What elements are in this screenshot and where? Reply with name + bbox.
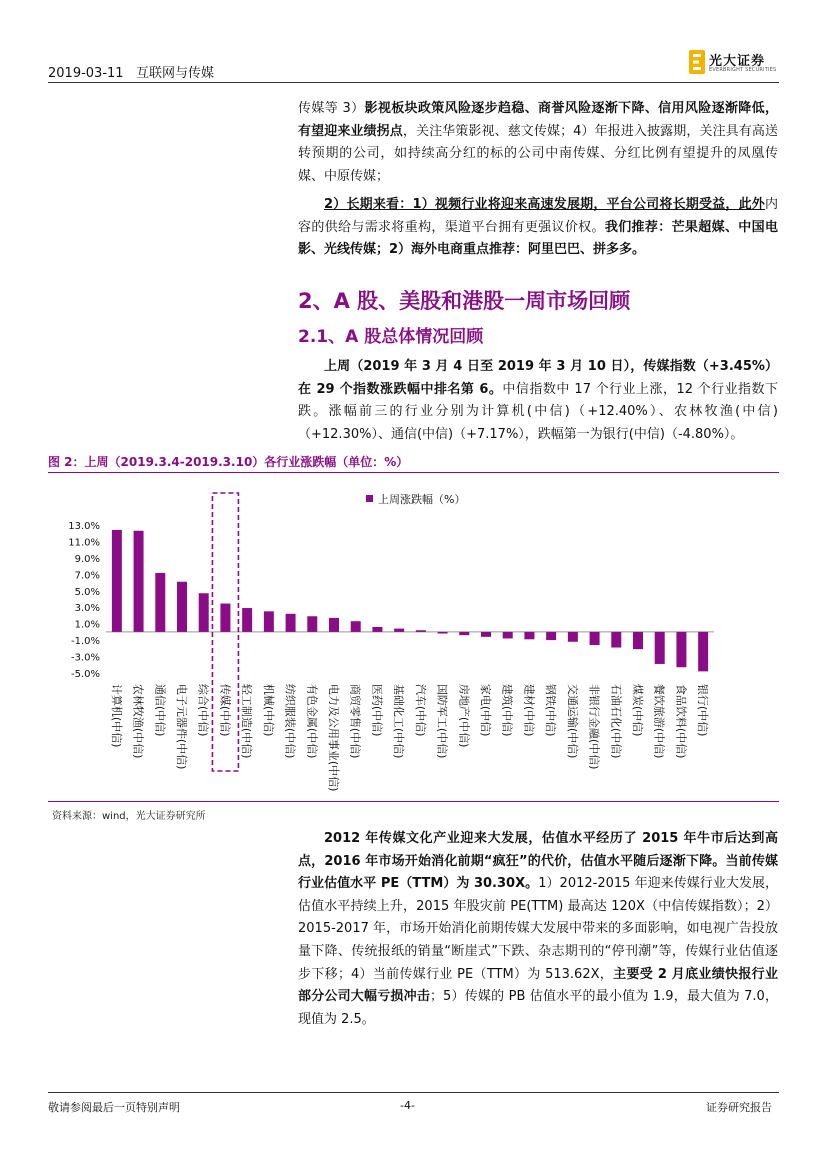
bar (372, 627, 382, 632)
bar (438, 632, 448, 634)
x-tick-label: 农林牧渔(中信) (131, 683, 145, 759)
x-tick-label: 综合(中信) (196, 683, 210, 737)
y-tick-label: -1.0% (70, 636, 100, 648)
bar (199, 593, 209, 632)
bar (633, 632, 643, 649)
legend-swatch (366, 495, 373, 502)
x-tick-label: 建筑(中信) (500, 683, 514, 737)
bar (655, 632, 665, 664)
paragraph-weekly-review: 上周（2019 年 3 月 4 日至 2019 年 3 月 10 日），传媒指数（+3.45%）在 29 个指数涨跌幅中排名第 6。中信指数中 17 个行业上涨，12 个行业指数下跌。涨幅前三的行业分别为计算机(中信)（+12.40%）、农林牧渔(中信)（+12.30%）、通信(中信)（+7.17%），跌幅第一为银行(中信)（-4.80%）。 (298, 359, 779, 442)
bar (590, 632, 600, 645)
bar (416, 630, 426, 632)
bar (524, 632, 534, 639)
bar (220, 604, 230, 632)
bar (264, 611, 274, 632)
y-tick-label: 9.0% (74, 553, 100, 565)
x-tick-label: 食品饮料(中信) (674, 683, 688, 759)
recommendation-text: 我们推荐：芒果超媒、中国电影、光线传媒；2）海外电商重点推荐：阿里巴巴、拼多多。 (298, 219, 778, 258)
figure-bottom-rule (48, 801, 779, 802)
figure-top-rule (48, 472, 779, 473)
section-heading: 2、A 股、美股和港股一周市场回顾 (298, 289, 631, 313)
y-tick-label: 5.0% (74, 586, 100, 598)
bar (155, 573, 165, 632)
paragraph-short-term: 传媒等 3）影视板块政策风险逐步趋稳、商誉风险逐渐下降、信用风险逐渐降低，有望迎来业绩拐点，关注华策影视、慈文传媒；4）年报进入披露期，关注具有高送转预期的公司，如持续高分红的标的公司中南传媒、分红比例有望提升的凤凰传媒、中原传媒； (298, 101, 778, 184)
y-tick-label: 13.0% (68, 521, 100, 532)
x-tick-label: 家电(中信) (479, 683, 492, 737)
bar (459, 632, 469, 635)
x-tick-label: 石油石化(中信) (609, 683, 623, 759)
logo-subtitle: EVERBRIGHT SECURITIES (709, 67, 777, 73)
x-tick-label: 国防军工(中信) (435, 683, 449, 759)
bar (546, 632, 556, 640)
bar (568, 632, 578, 642)
y-tick-label: -3.0% (70, 652, 100, 664)
everbright-logo-icon (689, 50, 705, 74)
bar (503, 632, 513, 639)
bar (307, 616, 317, 632)
figure-source: 资料来源：wind，光大证券研究所 (52, 811, 206, 822)
x-tick-label: 建材(中信) (522, 683, 536, 737)
x-tick-label: 有色金属(中信) (305, 683, 319, 759)
x-tick-label: 商贸零售(中信) (348, 683, 362, 759)
y-tick-label: 11.0% (68, 537, 100, 549)
x-tick-label: 餐饮旅游(中信) (652, 683, 666, 759)
bold-text: 影视板块政策风险逐步趋稳、商誉风险逐渐下降、信用风险逐渐降低，有望迎来业绩拐点 (298, 101, 778, 139)
x-tick-label: 房地产(中信) (457, 683, 471, 748)
paragraph-valuation: 2012 年传媒文化产业迎来大发展，估值水平经历了 2015 年牛市后达到高点，2016 年市场开始消化前期“疯狂”的代价，估值水平随后逐渐下降。当前传媒行业估值水平 PE（TTM）为 30.30X。1）2012-2015 年迎来传媒行业大发展，估值水平持续上升，2015 年股灾前 PE(TTM) 最高达 120X（中信传媒指数）；2）2015-2017 年，市场开始消化前期传媒大发展中带来的多面影响，如电视广告投放量下降、传统报纸的销量“断崖式”下跌、杂志期刊的“停刊潮”等，传媒行业估值逐步下移；4）当前传媒行业 PE（TTM）为 513.62X，主要受 2 月底业绩快报行业部分公司大幅亏损冲击；5）传媒的 PB 估值水平的最小值为 1.9，最大值为 7.0，现值为 2.5。 (298, 831, 779, 1027)
x-tick-label: 计算机(中信) (109, 683, 123, 748)
y-tick-label: 1.0% (74, 619, 100, 631)
y-tick-label: -5.0% (70, 669, 100, 680)
x-tick-label: 传媒(中信) (218, 683, 232, 737)
company-logo (689, 50, 789, 76)
x-tick-label: 基础化工(中信) (392, 683, 406, 759)
y-tick-label: 3.0% (74, 603, 100, 615)
header-date-section: 2019-03-11 互联网与传媒 (48, 66, 214, 81)
x-tick-label: 汽车(中信) (413, 683, 427, 737)
legend-label: 上周涨跌幅（%） (378, 493, 466, 506)
bar (481, 632, 491, 637)
bold-underlined-text: 2）长期来看：1）视频行业将迎来高速发展期，平台公司将长期受益，此外 (324, 197, 765, 212)
y-tick-label: 7.0% (74, 570, 100, 582)
footer-disclaimer: 敬请参阅最后一页特别声明 (48, 1101, 180, 1114)
x-tick-label: 轻工制造(中信) (240, 683, 254, 759)
bar (351, 621, 361, 632)
footer-report-type: 证券研究报告 (706, 1101, 772, 1114)
x-tick-label: 煤炭(中信) (631, 683, 644, 737)
bar (242, 608, 252, 632)
bar (698, 632, 708, 671)
bar (134, 531, 144, 632)
x-tick-label: 电子元器件(中信) (175, 683, 188, 770)
bar (611, 632, 621, 648)
x-tick-label: 电力及公用事业(中信) (327, 683, 340, 792)
bar (286, 614, 296, 632)
bar (676, 632, 686, 667)
x-tick-label: 交通运输(中信) (565, 683, 579, 759)
x-tick-label: 通信(中信) (153, 683, 167, 737)
bar (112, 530, 122, 632)
x-tick-label: 非银行金融(中信) (587, 683, 601, 770)
bar (329, 618, 339, 632)
page-number: -4- (400, 1099, 415, 1112)
x-tick-label: 银行(中信) (696, 683, 710, 737)
x-tick-label: 机械(中信) (261, 683, 275, 737)
x-tick-label: 纺织服装(中信) (283, 683, 297, 759)
header-rule (48, 82, 779, 83)
paragraph-long-term: 2）长期来看：1）视频行业将迎来高速发展期，平台公司将长期受益，此外内容的供给与需求将重构，渠道平台拥有更强议价权。我们推荐：芒果超媒、中国电影、光线传媒；2）海外电商重点推荐：阿里巴巴、拼多多。 (298, 197, 778, 258)
subsection-heading: 2.1、A 股总体情况回顾 (298, 327, 484, 347)
figure-title: 图 2：上周（2019.3.4-2019.3.10）各行业涨跌幅（单位：%） (48, 455, 409, 469)
industry-return-bar-chart (48, 478, 779, 798)
x-tick-label: 钢铁(中信) (544, 683, 558, 737)
x-tick-label: 医药(中信) (370, 683, 384, 737)
bar (177, 582, 187, 632)
logo-name: 光大证券 (709, 54, 766, 69)
bar (394, 629, 404, 632)
footer-rule (48, 1092, 779, 1093)
